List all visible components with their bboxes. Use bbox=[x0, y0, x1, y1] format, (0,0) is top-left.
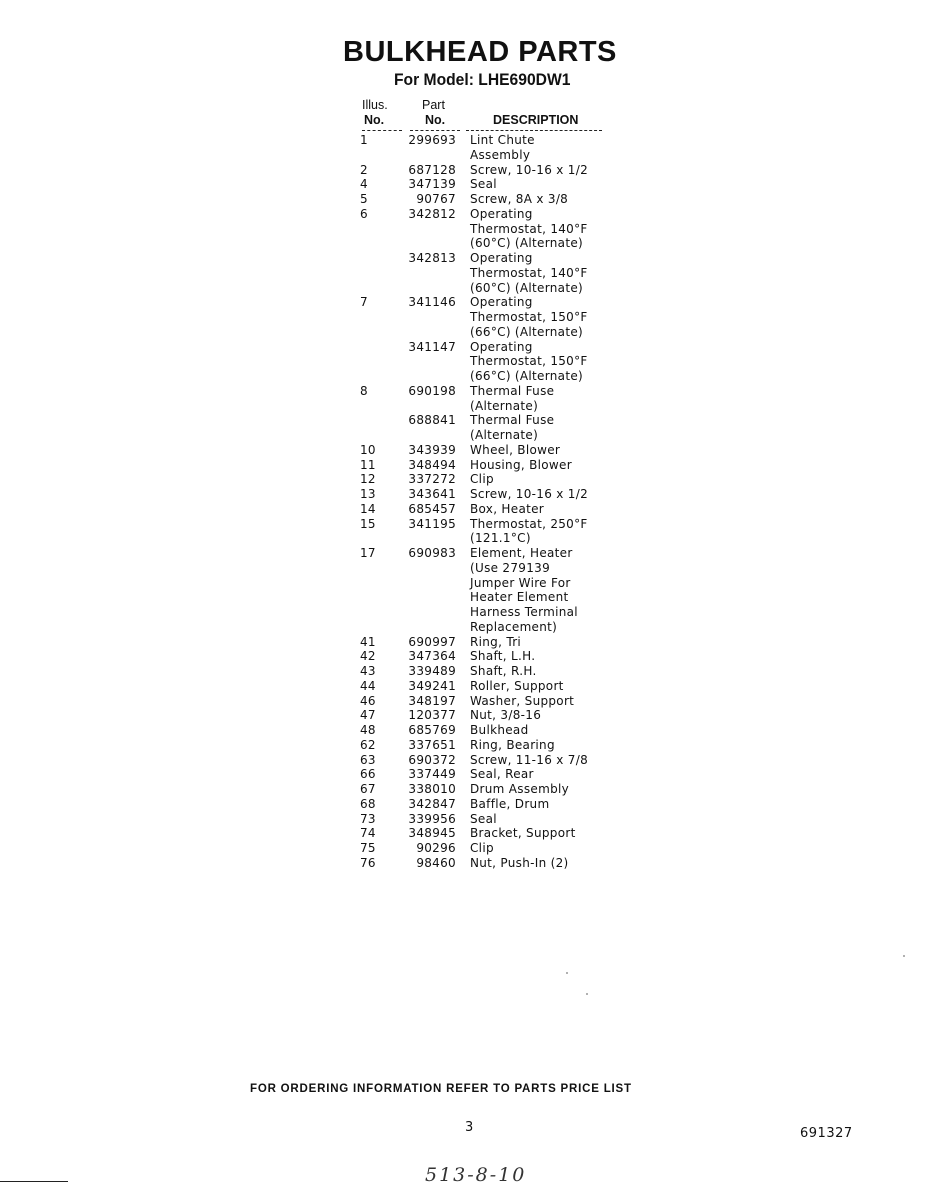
table-row bbox=[0, 708, 542, 723]
part-number: 348494 bbox=[408, 457, 456, 472]
part-description bbox=[470, 679, 650, 694]
illus-number: 6 bbox=[360, 206, 368, 221]
model-subtitle: For Model: LHE690DW1 bbox=[394, 70, 571, 89]
description-line: Operating bbox=[470, 206, 533, 221]
part-number: 341195 bbox=[408, 516, 456, 531]
table-row bbox=[0, 811, 497, 827]
handwritten-note: 513-8-10 bbox=[425, 1164, 527, 1186]
part-description bbox=[470, 782, 650, 797]
part-number: 90767 bbox=[416, 192, 456, 206]
table-row bbox=[0, 723, 529, 738]
part-description bbox=[470, 664, 650, 679]
description-line: Shaft, L.H. bbox=[470, 649, 536, 664]
ordering-note: FOR ORDERING INFORMATION REFER TO PARTS PRICE LIST bbox=[250, 1083, 632, 1095]
table-row bbox=[0, 841, 494, 856]
illus-number: 68 bbox=[360, 796, 376, 811]
description-line: (121.1°C) bbox=[470, 531, 531, 546]
description-line: Clip bbox=[470, 472, 494, 487]
description-line: Operating bbox=[470, 295, 533, 310]
table-row bbox=[0, 251, 588, 295]
part-description bbox=[470, 163, 650, 178]
table-row bbox=[0, 339, 588, 384]
illus-number: 1 bbox=[360, 133, 368, 147]
table-row bbox=[0, 737, 555, 753]
part-number: 342847 bbox=[408, 796, 456, 811]
illus-number: 43 bbox=[360, 664, 376, 678]
description-line: Thermostat, 150°F bbox=[470, 310, 588, 324]
illus-header-bottom: No. bbox=[364, 113, 385, 127]
illus-number: 44 bbox=[360, 678, 376, 693]
table-row bbox=[0, 442, 561, 458]
illus-number: 66 bbox=[360, 767, 376, 782]
part-description bbox=[470, 443, 650, 458]
part-description bbox=[470, 517, 650, 547]
description-line: Lint Chute bbox=[470, 133, 535, 147]
illus-number: 62 bbox=[360, 737, 376, 752]
illus-number: 11 bbox=[360, 457, 376, 472]
description-line: Nut, 3/8-16 bbox=[470, 708, 542, 723]
description-line: Screw, 10-16 x 1/2 bbox=[470, 162, 589, 177]
illus-number: 76 bbox=[360, 855, 376, 870]
description-line: Washer, Support bbox=[470, 693, 575, 708]
part-number: 347364 bbox=[408, 649, 456, 664]
illus-header-top: Illus. bbox=[362, 98, 388, 112]
part-number: 339956 bbox=[408, 811, 456, 826]
part-description bbox=[470, 384, 650, 414]
part-description bbox=[470, 487, 650, 502]
part-number: 347139 bbox=[408, 177, 456, 192]
description-line: Housing, Blower bbox=[470, 457, 572, 472]
part-description bbox=[470, 340, 650, 384]
description-line: Element, Heater bbox=[470, 546, 573, 560]
illus-number: 17 bbox=[360, 546, 376, 560]
part-description bbox=[470, 723, 650, 738]
table-row bbox=[0, 664, 537, 679]
bottom-left-rule bbox=[0, 1181, 68, 1182]
illus-number: 13 bbox=[360, 487, 376, 501]
part-number: 687128 bbox=[408, 162, 456, 177]
part-number: 342812 bbox=[408, 206, 456, 221]
table-row bbox=[0, 472, 494, 487]
part-description bbox=[470, 635, 650, 650]
table-row bbox=[0, 487, 589, 502]
part-description bbox=[470, 826, 650, 841]
part-header-bottom: No. bbox=[425, 113, 446, 127]
description-line: Ring, Bearing bbox=[470, 737, 555, 752]
part-description bbox=[470, 708, 650, 723]
part-number: 348197 bbox=[408, 693, 456, 708]
table-row bbox=[0, 295, 588, 339]
part-description bbox=[470, 649, 650, 664]
part-header-top: Part bbox=[422, 98, 445, 112]
part-number: 690997 bbox=[408, 634, 456, 649]
table-row bbox=[0, 796, 550, 812]
illus-number: 75 bbox=[360, 841, 376, 855]
document-number: 691327 bbox=[800, 1126, 853, 1141]
part-description bbox=[470, 472, 650, 487]
description-line: Assembly bbox=[470, 147, 531, 162]
header-rule-part bbox=[410, 130, 460, 132]
description-line: Bracket, Support bbox=[470, 826, 576, 841]
description-line: (60°C) (Alternate) bbox=[470, 280, 583, 295]
table-row bbox=[0, 383, 555, 414]
part-number: 688841 bbox=[408, 413, 456, 428]
description-line: Thermostat, 140°F bbox=[470, 221, 588, 236]
table-row bbox=[0, 133, 535, 163]
illus-number: 14 bbox=[360, 501, 376, 516]
part-number: 338010 bbox=[408, 782, 456, 796]
part-description bbox=[470, 694, 650, 709]
part-number: 342813 bbox=[408, 251, 456, 265]
part-description bbox=[470, 797, 650, 812]
table-row bbox=[0, 752, 589, 768]
description-line: Jumper Wire For bbox=[470, 575, 571, 590]
description-line: Screw, 11-16 x 7/8 bbox=[470, 752, 589, 767]
illus-number: 12 bbox=[360, 472, 376, 487]
illus-number: 42 bbox=[360, 649, 376, 664]
table-row bbox=[0, 177, 497, 192]
table-row bbox=[0, 634, 522, 650]
part-description bbox=[470, 413, 650, 443]
table-row bbox=[0, 413, 555, 443]
illus-number: 4 bbox=[360, 177, 368, 192]
illus-number: 48 bbox=[360, 723, 376, 737]
description-line: (60°C) (Alternate) bbox=[470, 236, 583, 251]
part-description bbox=[470, 546, 650, 635]
description-line: Drum Assembly bbox=[470, 782, 570, 796]
illus-number: 15 bbox=[360, 516, 376, 531]
description-line: Bulkhead bbox=[470, 723, 529, 737]
description-line: Thermal Fuse bbox=[470, 383, 555, 398]
header-rule-illus bbox=[362, 130, 402, 132]
illus-number: 7 bbox=[360, 295, 368, 310]
illus-number: 63 bbox=[360, 752, 376, 767]
table-row bbox=[0, 693, 575, 709]
part-description bbox=[470, 753, 650, 768]
description-line: Screw, 10-16 x 1/2 bbox=[470, 487, 589, 501]
description-line: Thermostat, 250°F bbox=[470, 516, 588, 531]
part-number: 690983 bbox=[408, 546, 456, 560]
description-line: Ring, Tri bbox=[470, 634, 522, 649]
part-number: 349241 bbox=[408, 678, 456, 693]
illus-number: 41 bbox=[360, 634, 376, 649]
part-number: 690372 bbox=[408, 752, 456, 767]
table-row bbox=[0, 206, 588, 251]
description-line: Clip bbox=[470, 841, 494, 855]
part-number: 120377 bbox=[408, 708, 456, 723]
part-number: 685769 bbox=[408, 723, 456, 737]
table-row bbox=[0, 782, 570, 797]
illus-number: 5 bbox=[360, 192, 368, 206]
part-number: 98460 bbox=[416, 855, 456, 870]
table-row bbox=[0, 678, 564, 694]
part-number: 337449 bbox=[408, 767, 456, 782]
part-description bbox=[470, 177, 650, 192]
description-line: Roller, Support bbox=[470, 678, 564, 693]
part-number: 343641 bbox=[408, 487, 456, 501]
description-line: (Use 279139 bbox=[470, 560, 551, 575]
description-line: Harness Terminal bbox=[470, 605, 578, 619]
table-row bbox=[0, 457, 572, 473]
part-description bbox=[470, 251, 650, 295]
table-row bbox=[0, 767, 534, 782]
description-line: (Alternate) bbox=[470, 428, 539, 442]
page-title: BULKHEAD PARTS bbox=[343, 36, 617, 68]
part-description bbox=[470, 856, 650, 871]
description-line: Shaft, R.H. bbox=[470, 664, 537, 678]
part-description bbox=[470, 738, 650, 753]
description-line: (66°C) (Alternate) bbox=[470, 324, 583, 339]
table-row bbox=[0, 546, 578, 635]
illus-number: 46 bbox=[360, 693, 376, 708]
part-number: 343939 bbox=[408, 442, 456, 457]
table-row bbox=[0, 516, 588, 547]
illus-number: 73 bbox=[360, 811, 376, 826]
scan-speck bbox=[566, 972, 568, 974]
part-number: 690198 bbox=[408, 383, 456, 398]
illus-number: 2 bbox=[360, 162, 368, 177]
part-description bbox=[470, 207, 650, 251]
table-row bbox=[0, 649, 536, 664]
table-row bbox=[0, 826, 576, 841]
description-line: Box, Heater bbox=[470, 501, 545, 516]
header-rule-description bbox=[466, 130, 602, 132]
description-line: Replacement) bbox=[470, 619, 558, 634]
description-line: Thermostat, 140°F bbox=[470, 265, 588, 280]
table-row bbox=[0, 855, 569, 871]
part-description bbox=[470, 767, 650, 782]
part-number: 337651 bbox=[408, 737, 456, 752]
table-row bbox=[0, 192, 569, 207]
description-line: Thermal Fuse bbox=[470, 413, 555, 428]
illus-number: 74 bbox=[360, 826, 376, 841]
description-line: Baffle, Drum bbox=[470, 796, 550, 811]
part-description bbox=[470, 841, 650, 856]
table-row bbox=[0, 501, 545, 517]
description-header: DESCRIPTION bbox=[493, 113, 579, 127]
description-line: Operating bbox=[470, 251, 533, 265]
description-line: Nut, Push-In (2) bbox=[470, 855, 569, 870]
description-line: Thermostat, 150°F bbox=[470, 354, 588, 369]
description-line: Seal bbox=[470, 177, 497, 192]
description-line: Screw, 8A x 3/8 bbox=[470, 192, 569, 206]
part-number: 337272 bbox=[408, 472, 456, 487]
part-number: 90296 bbox=[416, 841, 456, 855]
description-line: Seal, Rear bbox=[470, 767, 534, 782]
description-line: Wheel, Blower bbox=[470, 442, 561, 457]
part-description bbox=[470, 458, 650, 473]
page-number: 3 bbox=[465, 1120, 474, 1135]
description-line: Heater Element bbox=[470, 590, 569, 605]
description-line: (Alternate) bbox=[470, 398, 539, 413]
illus-number: 47 bbox=[360, 708, 376, 723]
illus-number: 8 bbox=[360, 383, 368, 398]
table-row bbox=[0, 162, 589, 178]
part-description bbox=[470, 295, 650, 339]
part-description bbox=[470, 192, 650, 207]
part-number: 339489 bbox=[408, 664, 456, 678]
description-line: Seal bbox=[470, 811, 497, 826]
scan-speck bbox=[903, 955, 905, 957]
illus-number: 67 bbox=[360, 782, 376, 796]
part-number: 299693 bbox=[408, 133, 456, 147]
part-number: 685457 bbox=[408, 501, 456, 516]
parts-table bbox=[0, 133, 589, 871]
part-number: 348945 bbox=[408, 826, 456, 841]
description-line: (66°C) (Alternate) bbox=[470, 369, 583, 383]
part-number: 341147 bbox=[408, 339, 456, 354]
illus-number: 10 bbox=[360, 442, 376, 457]
description-line: Operating bbox=[470, 339, 533, 354]
part-number: 341146 bbox=[408, 295, 456, 310]
part-description bbox=[470, 502, 650, 517]
part-description bbox=[470, 812, 650, 827]
part-description bbox=[470, 133, 650, 163]
scan-speck bbox=[586, 993, 588, 995]
